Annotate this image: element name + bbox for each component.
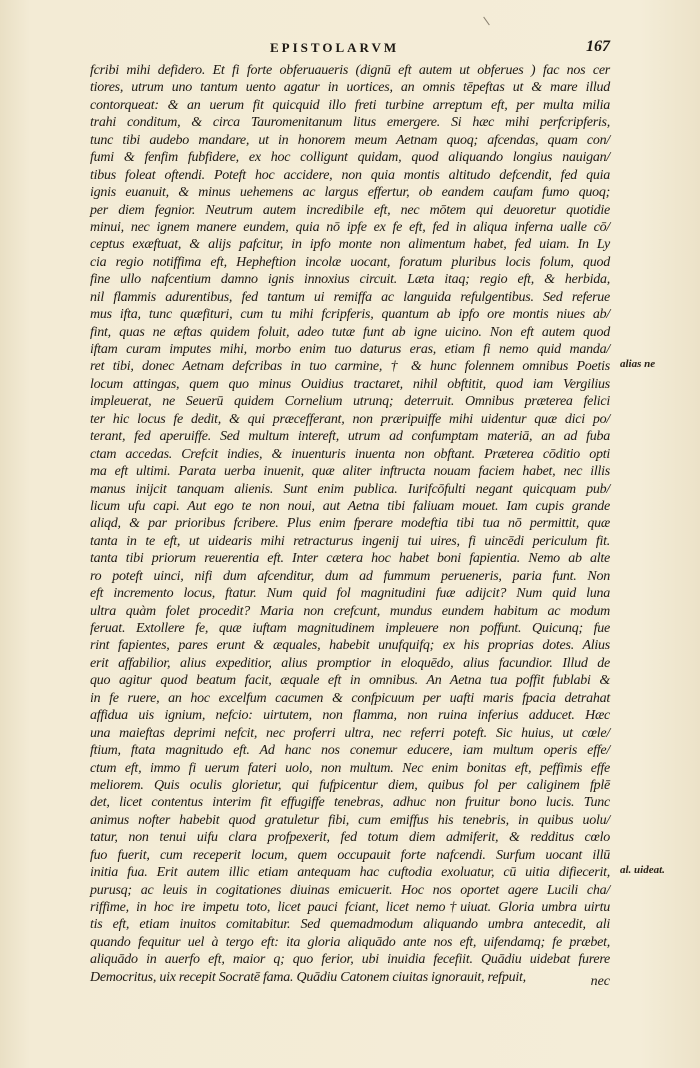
text-line: affidua uis ignium, nefcio: uirtutem, non flamma, non ruina inferius adducet. Hæc bbox=[90, 708, 610, 724]
text-line: ret tibi, donec Aetnam defcribas in tuo carmine, † & hunc folennem omnibus Poetis bbox=[90, 359, 610, 375]
text-line: tis eft, etiam inuitos comitabitur. Sed quemadmodum aliquando umbra antecedit, ali bbox=[90, 917, 610, 933]
text-line: quo agitur quod beatum facit, æquale eft in omnibus. An Aetna tua poffit fublabi & bbox=[90, 673, 610, 689]
text-line: trahi conditum, & circa Tauromenitanum litus emergere. Si hæc mihi perfcripferis, bbox=[90, 115, 610, 131]
text-line: per diem fegnior. Neutrum autem incredibile eft, nec mōtem qui deuoretur quotidie bbox=[90, 202, 610, 218]
text-line: erit affabilior, alius expeditior, alius promptior in eloquēdo, alius facundior. Illud de bbox=[90, 655, 610, 671]
text-line: fine ullo nafcentium damno ignis innoxius circuit. Læta itaq; regio eft, & herbida, bbox=[90, 272, 610, 288]
text-line: aliqd, & par prioribus fcribere. Plus enim fperare modeftia tibi tua nō permittit, quæ bbox=[90, 516, 610, 532]
text-line: feruat. Extollere fe, quæ iuftam magnitudinem impleuere non poffunt. Quicunq; fue bbox=[90, 621, 610, 636]
text-line: iftam curam imputes mihi, morbo enim tuo daturus eras, etiam fi nemo quid manda/ bbox=[90, 342, 610, 357]
text-line: ma eft ultimi. Parata uerba inuenit, quæ aliter inftructa nouam faciem habet, nec illis bbox=[90, 464, 610, 480]
text-line: Democritus, uix recepit Socratē fama. Quādiu Catonem ciuitas ignorauit, refpuit, bbox=[90, 969, 526, 985]
text-line: quando fequitur uel à tergo eft: ita gloria aliquādo ante nos eft, uifendamq; fe præbet, bbox=[90, 934, 610, 950]
text-line: ctam accedas. Crefcit indies, & inuenturis inuenta non obftant. Præterea cōditio opti bbox=[90, 446, 610, 462]
text-line: ter hic locus fe dedit, & qui præcefferant, non præripuiffe mihi uidentur quæ dici po/ bbox=[90, 411, 610, 427]
text-line: fumi & fenfim fubfidere, ex hoc colligunt quidam, quod aliquando longius nauigan/ bbox=[90, 150, 610, 166]
text-line: tatur, non tenui uifu clara profpexerit, fed totum diem admiferit, & redditus cœlo bbox=[90, 830, 610, 846]
text-line: una maieftas deprimi nefcit, nec proferri ultra, nec referri poteft. Sic huius, ut cœle/ bbox=[90, 725, 610, 741]
running-head: EPISTOLARVM bbox=[270, 40, 400, 55]
text-line: initia fua. Erit autem illic etiam antequam hac cuftodia exoluatur, cū uitia difiecerit, bbox=[90, 865, 610, 881]
catchword: nec bbox=[590, 974, 610, 989]
text-line: eft incremento locus, ftatur. Num quid fol magnitudini fuæ adijcit? Num quid luna bbox=[90, 586, 610, 602]
text-line: fuo fuerit, cum receperit locum, quem occupauit forte nafcendi. Surfum uocant illū bbox=[90, 847, 610, 863]
text-line: riffime, in hoc ire impetu toto, licet pauci fciant, licet nemo†uiuat. Gloria umbra uirtu bbox=[90, 900, 610, 915]
page-number: 167 bbox=[586, 38, 610, 55]
text-line: licum ufu capi. Aut ego te non noui, aut Aetna tibi faliuam mouet. Iam cupis grande bbox=[90, 498, 610, 514]
text-line: animus nofter habebit quod gratuletur fibi, cum emiffus his tenebris, in quibus uolu/ bbox=[90, 812, 610, 828]
text-line: minui, nec ignem manere eundem, quia nō ipfe ex fe eft, fed in aliqua inferna ualle cō/ bbox=[90, 219, 610, 235]
page-header bbox=[90, 40, 610, 64]
text-line: in fe ruere, an hoc excelfum cacumen & confpicuum per uafti maris fpacia detrahat bbox=[90, 690, 610, 706]
text-line: meliorem. Quis oculis glorietur, qui fufpicentur diem, quibus fol per caliginem fplē bbox=[90, 777, 610, 793]
text-line: fcribi mihi defidero. Et fi forte obferuaueris (dignū eft autem ut obferues ) fac nos cer bbox=[90, 63, 610, 78]
text-line: terant, fed aperuiffe. Sed multum intereft, utrum ad confumptam materiā, an ad fuba bbox=[90, 429, 610, 445]
text-line: mus ifta, tunc quæfituri, cum tu mihi fcripferis, quantum ab ipfo ore montis niues ab/ bbox=[90, 307, 610, 323]
text-line: tanta in te eft, ut uidearis mihi retracturus ingenij tui uires, fi uincēdi periculum fit. bbox=[90, 533, 610, 549]
text-line: fint, quas ne æftas quidem foluit, adeo tutæ funt ab igne uicino. Non eft autem quod bbox=[90, 324, 610, 340]
stray-mark bbox=[483, 17, 490, 26]
margin-note-variant: al. uideat. bbox=[620, 864, 665, 876]
text-line: ctum eft, immo fi uerum fateri uolo, non multum. Nec enim bonitas eft, peffimis effe bbox=[90, 760, 610, 776]
text-line: impleuerat, ne Seuerū quidem Cornelium utrunq; deterruit. Omnibus præterea felici bbox=[90, 394, 610, 410]
text-line: contorqueat: & an uerum fit quicquid illo freti turbine arreptum eft, per multa milia bbox=[90, 97, 610, 113]
text-line: tiores, utrum uno tantum uento agatur in uortices, an omnis tēpeftas ut & mare illud bbox=[90, 80, 610, 96]
text-line: ceptus exæftuat, & alijs pafcitur, in ipfo monte non alimentum habet, fed uiam. In Ly bbox=[90, 237, 610, 253]
text-line: aliquādo in auerfo eft, maior q; quo ferior, ubi inuidia fecefiit. Quādiu uidebat furere bbox=[90, 952, 610, 968]
text-line: manus inijcit tanquam alienis. Sunt enim publica. Iurifcōfulti negant quicquam pub/ bbox=[90, 481, 610, 497]
text-line: ro poteft uinci, nifi dum afcenditur, dum ad fummum perueneris, paria funt. Non bbox=[90, 568, 610, 584]
text-line: purusq; ac leuis in cogitationes diuinas emicuerit. Hoc nos oportet agere Lucili cha/ bbox=[90, 882, 610, 898]
text-line: cia regio notiffima eft, Hepheftion incolæ uocant, foratum pluribus locis folum, quod bbox=[90, 254, 610, 270]
text-line: ftium, ftata magnitudo eft. Ad hanc nos conemur educere, iam multum operis effe/ bbox=[90, 743, 610, 759]
margin-note-alias: alias ne bbox=[620, 358, 656, 370]
text-line: nil flammis adurentibus, fed tantum ui remiffa ac languida refulgentibus. Sed referue bbox=[90, 289, 610, 305]
text-line: ignis euanuit, & minus uehemens ac largus effertur, ob eandem caufam fumo quoq; bbox=[90, 185, 610, 201]
body-text bbox=[90, 62, 610, 986]
text-line: tibus foleat oftendi. Poteft hoc accidere, non quia montis altitudo defcendit, fed quia bbox=[90, 167, 610, 183]
text-line: det, licet contentus interim fit effugiffe tenebras, adhuc non fruitur bono lucis. Tunc bbox=[90, 795, 610, 811]
text-line: rint fapientes, pares erunt & æquales, habebit unufquifq; ex his proprias dotes. Alius bbox=[90, 638, 610, 654]
text-line: tunc tibi audebo mandare, ut in honorem meum Aetnam quoq; afcendas, quam con/ bbox=[90, 132, 610, 148]
text-line: ultra quàm folet procedit? Maria non crefcunt, mundus eundem habitum ac modum bbox=[90, 603, 610, 619]
text-line: tanta tibi priorum reuerentia eft. Inter cætera hoc habet boni fapientia. Nemo ab alte bbox=[90, 551, 610, 567]
text-line: locum attingas, quem quo minus Ouidius tractaret, nihil obftitit, quod iam Vergilius bbox=[90, 376, 610, 392]
